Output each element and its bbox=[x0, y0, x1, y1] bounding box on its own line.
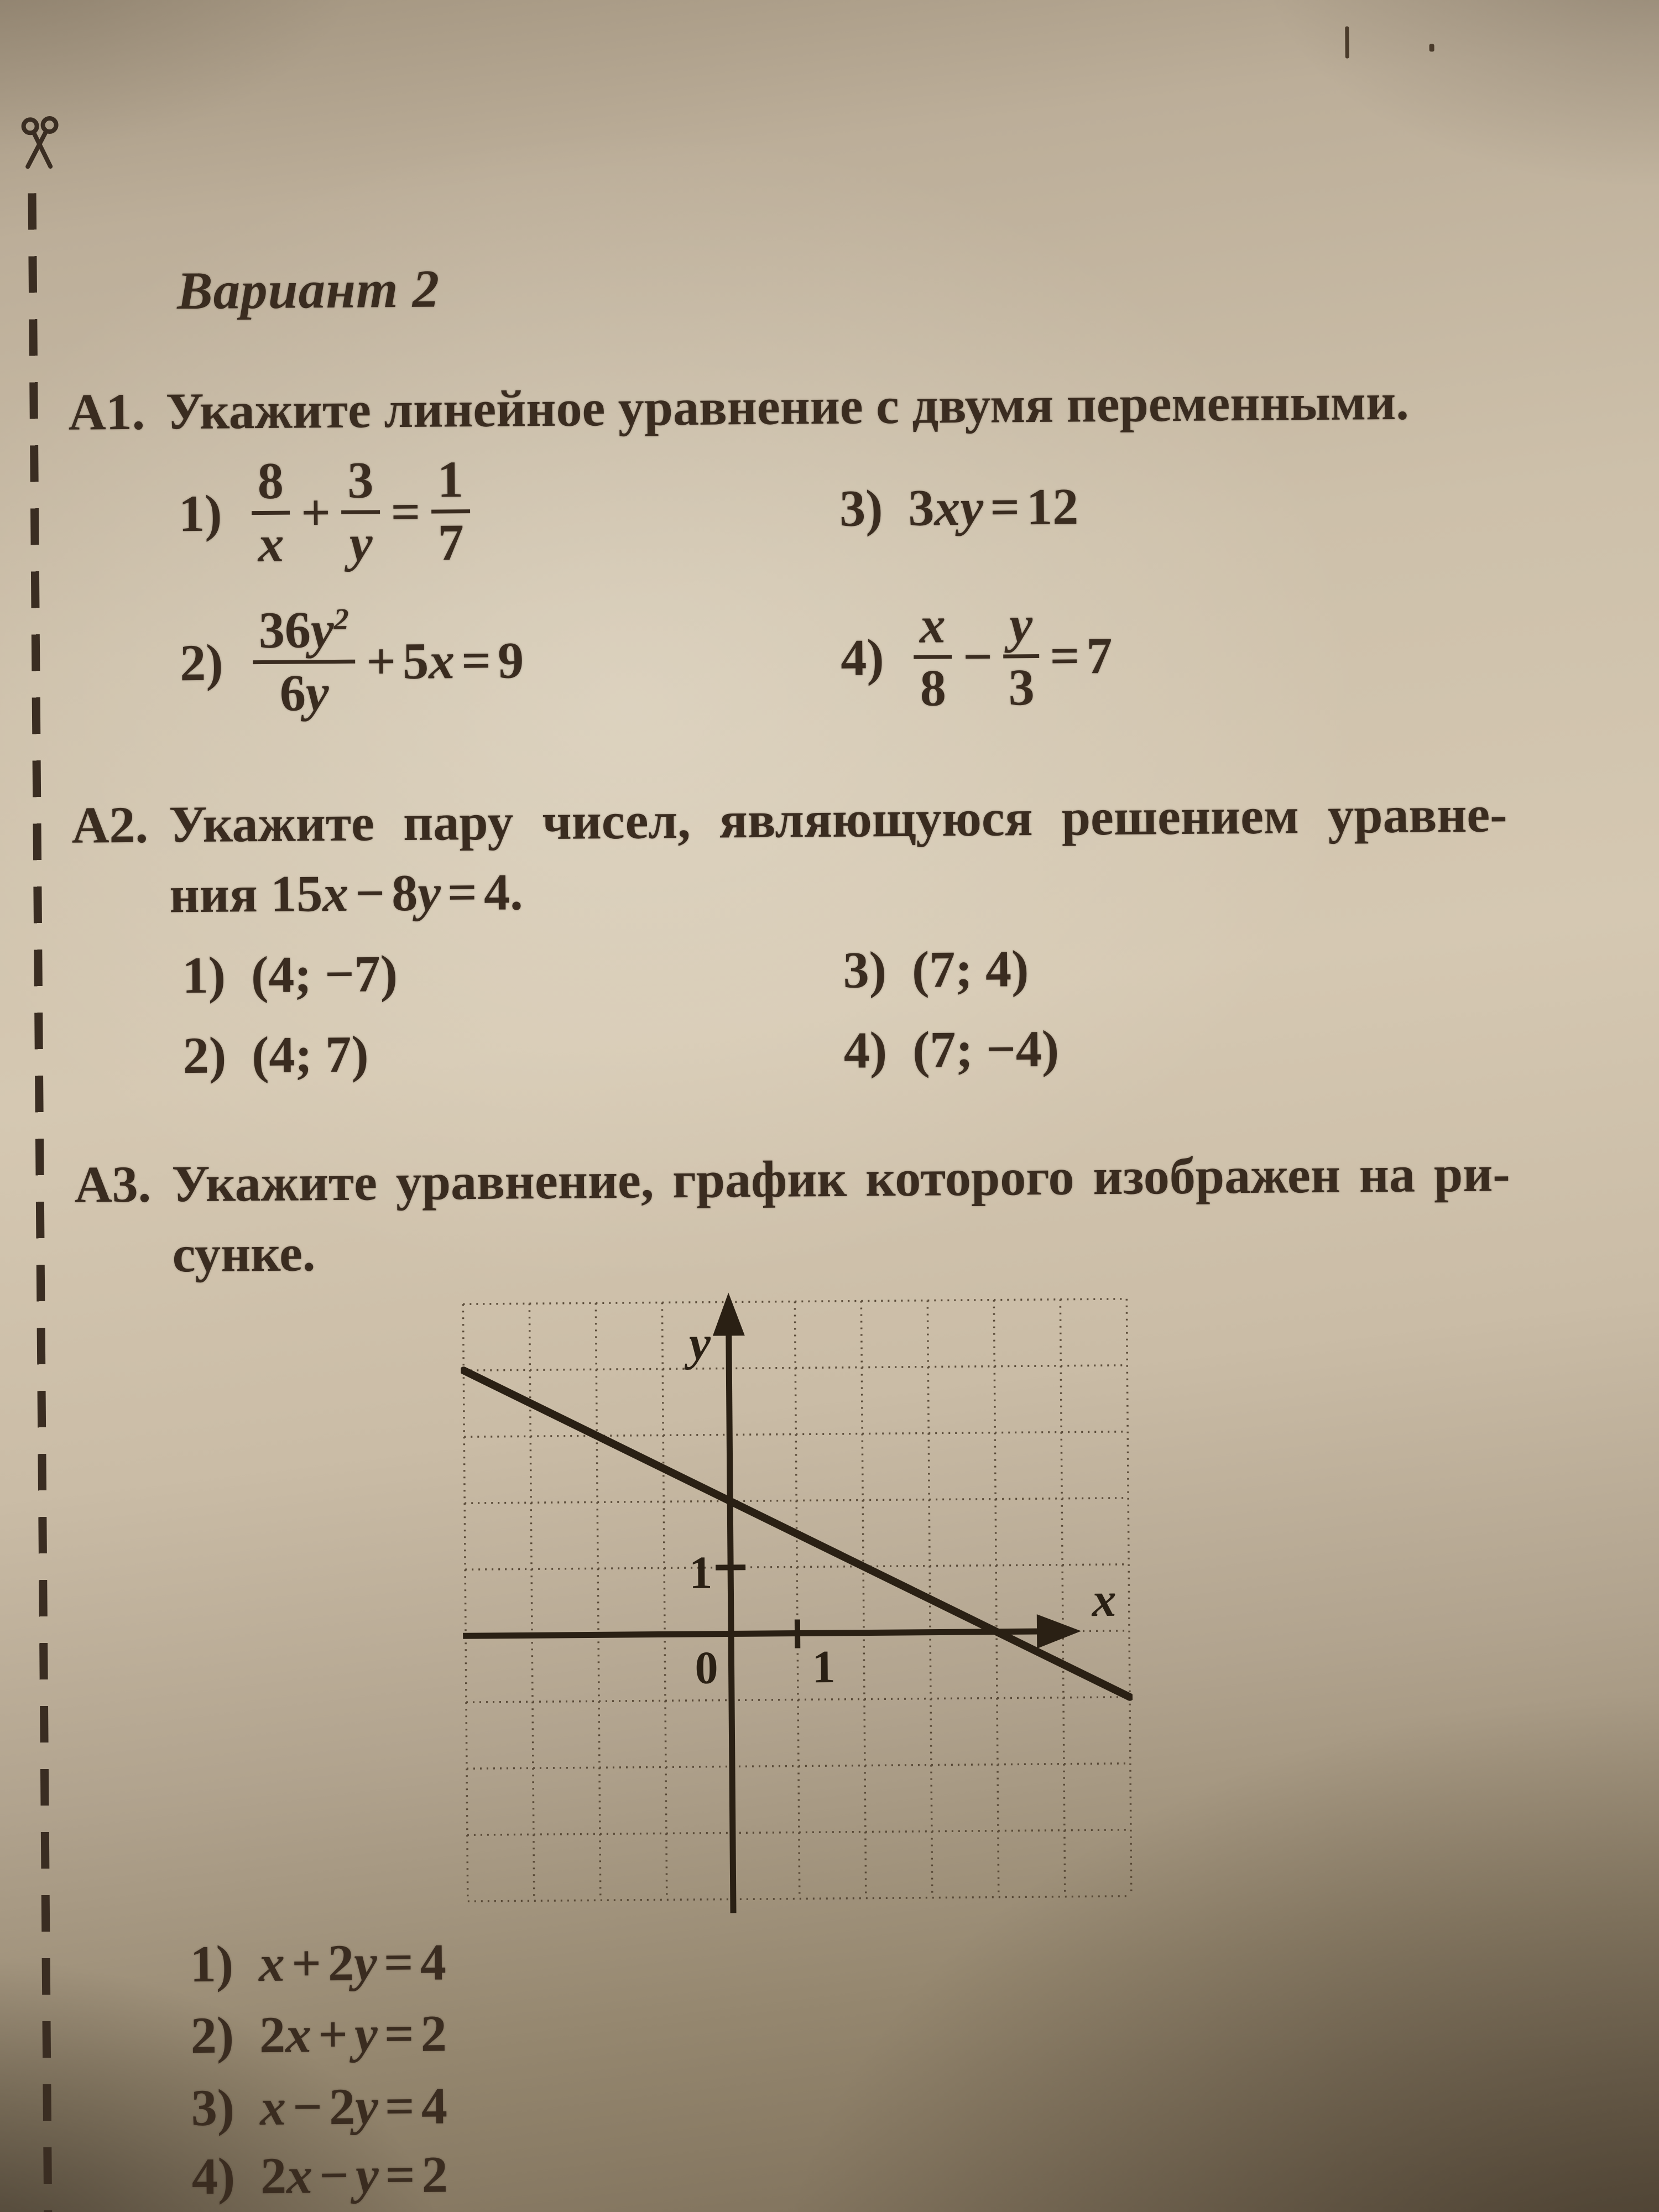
x-axis-arrow bbox=[1037, 1614, 1081, 1648]
a3-option-2-equation: 2 x + y = 2 bbox=[259, 2005, 447, 2064]
x-axis bbox=[463, 1631, 1041, 1636]
graph-grid bbox=[463, 1299, 1131, 1901]
a1-option-3-number: 3) bbox=[839, 479, 883, 538]
a2-option-4 bbox=[843, 1019, 1059, 1081]
a3-option-3-number: 3) bbox=[191, 2079, 235, 2137]
a2-option-3-pair: (7; 4) bbox=[911, 940, 1029, 999]
a2-option-2 bbox=[182, 1024, 369, 1087]
a3-option-1-number: 1) bbox=[190, 1935, 234, 1994]
a2-option-4-number: 4) bbox=[843, 1021, 888, 1079]
origin-label: 0 bbox=[695, 1642, 718, 1694]
a2-option-1-pair: (4; −7) bbox=[251, 945, 398, 1004]
a1-option-4 bbox=[840, 583, 1113, 731]
a3-option-3 bbox=[191, 2075, 447, 2138]
a1-option-4-number: 4) bbox=[840, 629, 884, 687]
x-tick-1-label: 1 bbox=[812, 1641, 836, 1693]
problem-a1-text: Укажите линейное уравнение с двумя переменными. bbox=[165, 373, 1410, 441]
a2-option-1-number: 1) bbox=[182, 946, 226, 1005]
a2-line2-equation: 15x − 8y = 4. bbox=[270, 863, 523, 923]
a1-option-3-equation: 3 x y = 12 bbox=[907, 478, 1079, 537]
y-axis-label: y bbox=[688, 1316, 711, 1371]
problem-a3-text-line1: Укажите уравнение, график которого изображен на ри- bbox=[171, 1145, 1510, 1213]
a3-option-3-equation: x − 2 y = 4 bbox=[259, 2077, 448, 2137]
problem-a1-label: А1. bbox=[68, 383, 145, 441]
problem-a2-label: А2. bbox=[71, 796, 149, 854]
a2-option-2-number: 2) bbox=[182, 1026, 227, 1085]
a3-option-2 bbox=[190, 2003, 447, 2066]
problem-a3-label: А3. bbox=[74, 1155, 152, 1214]
a1-option-2 bbox=[179, 587, 524, 736]
a2-option-1 bbox=[182, 943, 398, 1006]
problem-a2-text-line1: Укажите пару чисел, являющуюся решением уравне- bbox=[169, 785, 1507, 854]
y-axis-arrow bbox=[712, 1292, 745, 1335]
equation-graph bbox=[460, 1285, 1134, 1915]
a2-line2-prefix: ния bbox=[169, 865, 271, 924]
a1-option-1 bbox=[178, 451, 474, 573]
a3-option-2-number: 2) bbox=[190, 2006, 234, 2065]
ink-speck bbox=[1345, 27, 1349, 59]
a3-option-1-equation: x + 2 y = 4 bbox=[258, 1933, 447, 1993]
a1-option-2-number: 2) bbox=[179, 634, 223, 692]
variant-title: Вариант 2 bbox=[176, 259, 440, 321]
problem-a2-text-line2 bbox=[169, 863, 523, 924]
a1-option-3 bbox=[839, 450, 1079, 565]
a3-option-4-equation: 2 x − y = 2 bbox=[260, 2146, 448, 2205]
a1-option-1-equation: $\frac{8}{x}$ + $\frac{3}{y}$ = $\frac{1}{7}$ bbox=[247, 453, 474, 571]
a3-option-1 bbox=[190, 1932, 446, 1995]
cut-dashed-line bbox=[28, 193, 53, 2212]
y-axis bbox=[729, 1331, 733, 1913]
ink-speck bbox=[1430, 44, 1434, 51]
x-axis-label: x bbox=[1092, 1573, 1117, 1627]
a2-option-2-pair: (4; 7) bbox=[251, 1025, 369, 1084]
problem-a3-text-line2: сунке. bbox=[172, 1224, 316, 1284]
a1-option-2-equation: $\frac{36y^2}{6y}$ + 5 x = 9 bbox=[248, 603, 524, 721]
a2-option-3-number: 3) bbox=[843, 941, 887, 999]
a2-option-4-pair: (7; −4) bbox=[912, 1020, 1060, 1079]
scissors-icon bbox=[15, 114, 61, 170]
a2-option-3 bbox=[843, 938, 1029, 1001]
y-tick-1-label: 1 bbox=[688, 1547, 713, 1599]
a1-option-1-number: 1) bbox=[178, 484, 222, 543]
a3-option-4 bbox=[191, 2144, 448, 2207]
a1-option-4-equation: $\frac{x}{8}$ − $\frac{y}{3}$ = 7 bbox=[909, 598, 1113, 715]
a3-option-4-number: 4) bbox=[191, 2147, 236, 2206]
